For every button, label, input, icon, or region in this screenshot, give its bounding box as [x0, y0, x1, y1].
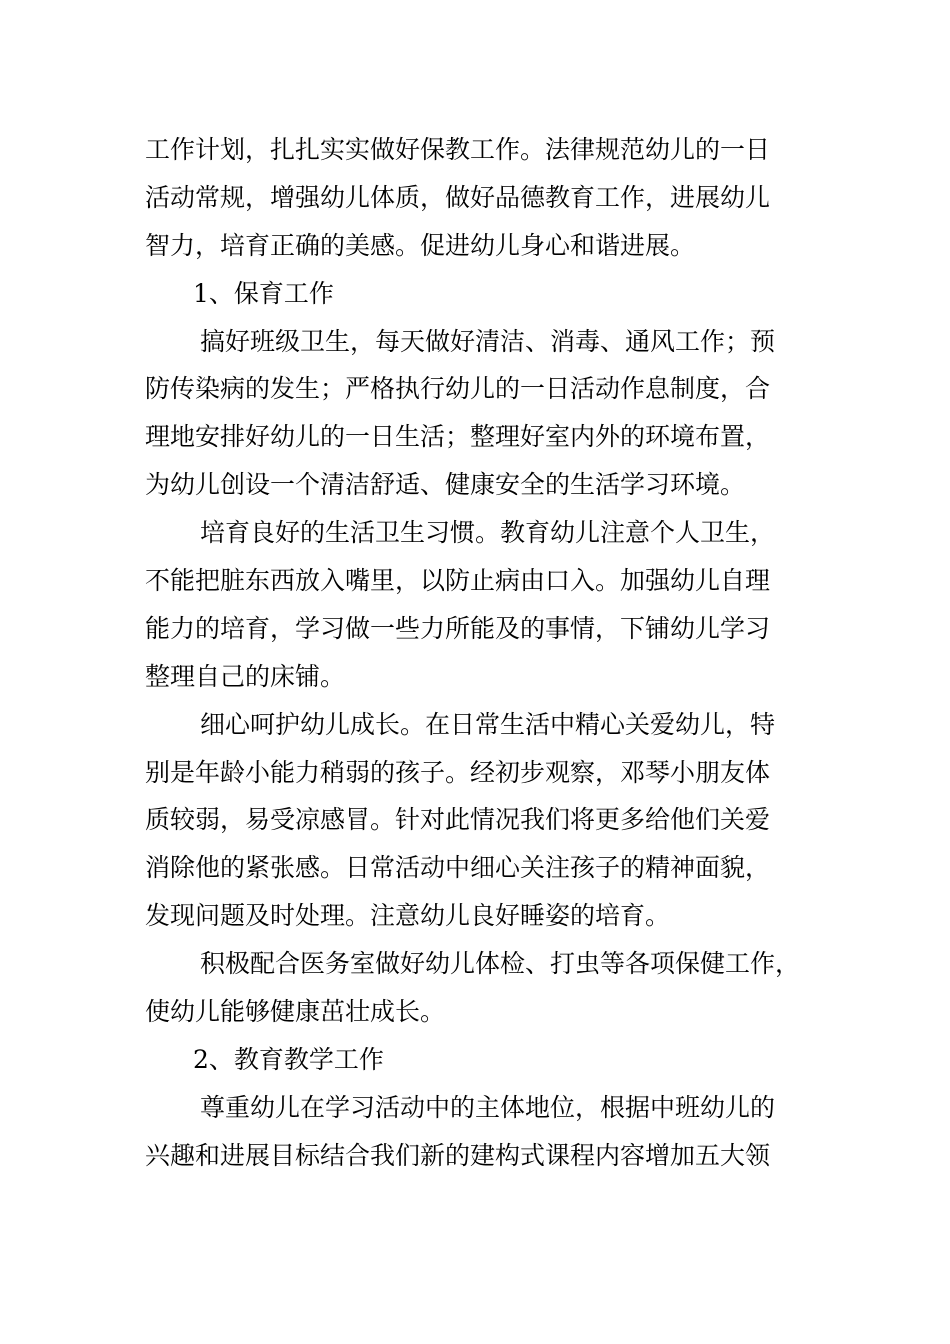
text-line: 质较弱，易受凉感冒。针对此情况我们将更多给他们关爱: [145, 805, 771, 835]
text-line: 搞好班级卫生，每天做好清洁、消毒、通风工作；预: [200, 326, 776, 356]
text-line: 能力的培育，学习做一些力所能及的事情，下铺幼儿学习: [145, 613, 771, 643]
text-line: 兴趣和进展目标结合我们新的建构式课程内容增加五大领: [145, 1140, 771, 1170]
text-line: 智力，培育正确的美感。促进幼儿身心和谐进展。: [145, 230, 696, 260]
section-heading-childcare: 1、保育工作: [193, 278, 334, 308]
text-line: 培育良好的生活卫生习惯。教育幼儿注意个人卫生，: [200, 518, 776, 548]
text-line: 发现问题及时处理。注意幼儿良好睡姿的培育。: [145, 901, 671, 931]
text-line: 活动常规，增强幼儿体质，做好品德教育工作，进展幼儿: [145, 182, 771, 212]
document-body: [145, 126, 810, 1180]
text-line: 尊重幼儿在学习活动中的主体地位，根据中班幼儿的: [200, 1092, 776, 1122]
text-line: 理地安排好幼儿的一日生活；整理好室内外的环境布置，: [145, 422, 771, 452]
text-line: 细心呵护幼儿成长。在日常生活中精心关爱幼儿，特: [200, 709, 776, 739]
text-line: 为幼儿创设一个清洁舒适、健康安全的生活学习环境。: [145, 470, 746, 500]
text-line: 消除他的紧张感。日常活动中细心关注孩子的精神面貌，: [145, 853, 771, 883]
text-line: 别是年龄小能力稍弱的孩子。经初步观察，邓琴小朋友体: [145, 757, 771, 787]
text-line: 使幼儿能够健康茁壮成长。: [145, 997, 446, 1027]
text-line: 防传染病的发生；严格执行幼儿的一日活动作息制度，合: [145, 374, 771, 404]
text-line: 不能把脏东西放入嘴里，以防止病由口入。加强幼儿自理: [145, 566, 771, 596]
text-line: 整理自己的床铺。: [145, 661, 346, 691]
text-line: 工作计划，扎扎实实做好保教工作。法律规范幼儿的一日: [145, 135, 771, 164]
text-line: 积极配合医务室做好幼儿体检、打虫等各项保健工作，: [200, 949, 801, 979]
section-heading-teaching: 2、教育教学工作: [193, 1044, 384, 1074]
